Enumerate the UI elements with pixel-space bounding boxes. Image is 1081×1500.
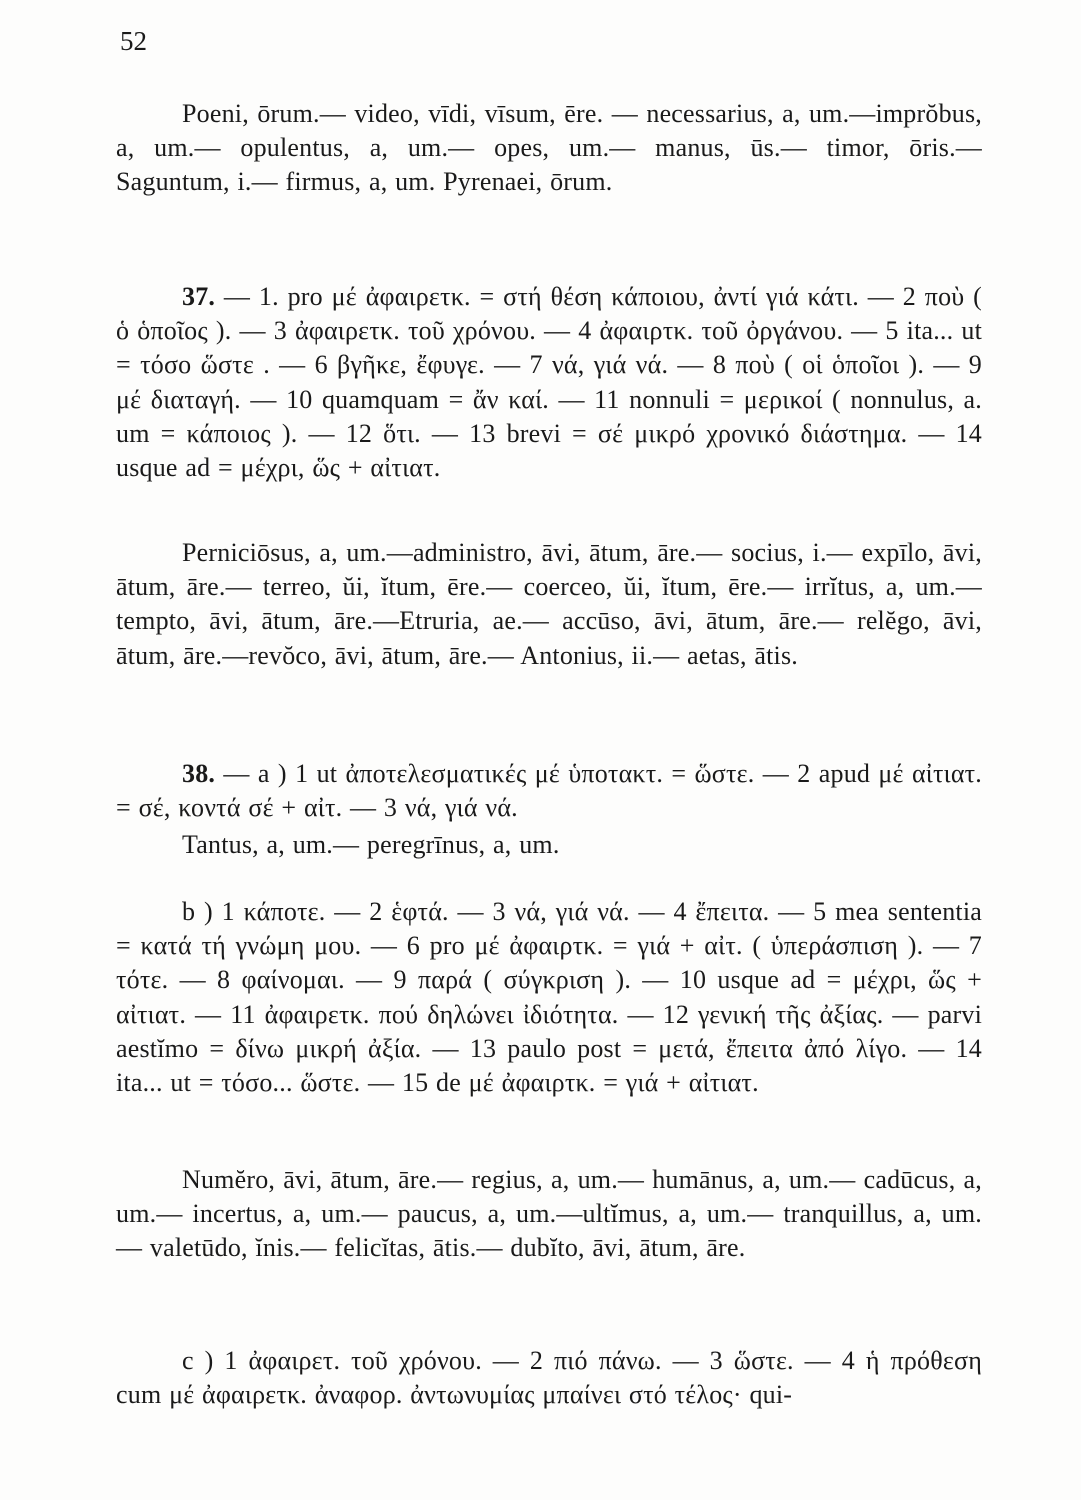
exercise-37-paragraph (116, 280, 982, 485)
exercise-38b-notes (116, 895, 982, 1100)
exercise-37-notes (116, 280, 982, 485)
exercise-38c-notes (116, 1344, 982, 1412)
vocab-paragraph-1: Poeni, ōrum.— video, vīdi, vīsum, ēre. — necessarius, a, um.—imprŏbus, a, um.— opulentus, a, um.— opes, um.— manus, ūs.— timor, ōris.— Saguntum, i.— firmus, a, um. Pyrenaei, ōrum. (116, 99, 982, 197)
page-number: 52 (120, 26, 147, 56)
vocabulary-list-1 (116, 97, 982, 200)
exercise-38a-paragraph (116, 757, 982, 825)
vocabulary-list-2 (116, 536, 982, 673)
exercise-38b-paragraph: b ) 1 κάποτε. — 2 ἑφτά. — 3 νά, γιά νά. — 4 ἔπειτα. — 5 mea sententia = κατά τή γνώμη μου. — 6 pro μέ ἀφαιρτκ. = γιά + αἰτ. ( ὑπεράσπιση ). — 7 τότε. — 8 φαίνομαι. — 9 παρά ( σύγκριση ). — 10 usque ad = μέχρι, ὥς + αἰτιατ. — 11 ἀφαιρετκ. πού δηλώνει ἰδιότητα. — 12 γενική τῆς ἀξίας. — parvi aestĭmo = δίνω μικρή ἀξία. — 13 paulo post = μετά, ἔπειτα ἀπό λίγο. — 14 ita... ut = τόσο... ὥστε. — 15 de μέ ἀφαιρτκ. = γιά + αἰτιατ. (116, 897, 982, 1098)
exercise-37-number: 37. (182, 282, 216, 311)
exercise-38c-paragraph: c ) 1 ἀφαιρετ. τοῦ χρόνου. — 2 πιό πάνω. — 3 ὥστε. — 4 ἡ πρόθεση cum μέ ἀφαιρετκ. ἀναφορ. ἀντωνυμίας μπαίνει στό τέλος· qui- (116, 1346, 982, 1410)
vocabulary-list-3 (116, 828, 982, 862)
vocab-paragraph-3: Tantus, a, um.— peregrīnus, a, um. (182, 830, 560, 859)
exercise-38-number: 38. (182, 759, 216, 788)
vocab-paragraph-2: Perniciōsus, a, um.—administro, āvi, ātum, āre.— socius, i.— expīlo, āvi, ātum, āre.— terreo, ŭi, ĭtum, ēre.— coerceo, ŭi, ĭtum, ēre.— irrĭtus, a, um.— tempto, āvi, ātum, āre.—Etruria, ae.— accūso, āvi, ātum, āre.— relĕgo, āvi, ātum, āre.—revŏco, āvi, ātum, āre.— Antonius, ii.— aetas, ātis. (116, 538, 982, 670)
exercise-38a-text: — a ) 1 ut ἀποτελεσματικές μέ ὑποτακτ. = ὥστε. — 2 apud μέ αἰτιατ. = σέ, κοντά σέ + αἰτ. — 3 νά, γιά νά. (116, 759, 982, 823)
exercise-37-text: — 1. pro μέ ἀφαιρετκ. = στή θέση κάποιου, ἀντί γιά κάτι. — 2 ποὺ ( ὁ ὁποῖος ). — 3 ἀφαιρετκ. τοῦ χρόνου. — 4 ἀφαιρτκ. τοῦ ὀργάνου. — 5 ita... ut = τόσο ὥστε . — 6 βγῆκε, ἔφυγε. — 7 νά, γιά νά. — 8 ποὺ ( οἱ ὁποῖοι ). — 9 μέ διαταγή. — 10 quamquam = ἄν καί. — 11 nonnuli = μερικοί ( nonnulus, a. um = κάποιος ). — 12 ὅτι. — 13 brevi = σέ μικρό χρονικό διάστημα. — 14 usque ad = μέχρι, ὥς + αἰτιατ. (116, 282, 982, 483)
vocab-paragraph-4: Numĕro, āvi, ātum, āre.— regius, a, um.— humānus, a, um.— cadūcus, a, um.— incertus, a, um.— paucus, a, um.—ultĭmus, a, um.— tranquillus, a, um.— valetūdo, ĭnis.— felicĭtas, ātis.— dubĭto, āvi, ātum, āre. (116, 1165, 982, 1263)
vocabulary-list-4 (116, 1163, 982, 1266)
exercise-38a-notes (116, 757, 982, 825)
